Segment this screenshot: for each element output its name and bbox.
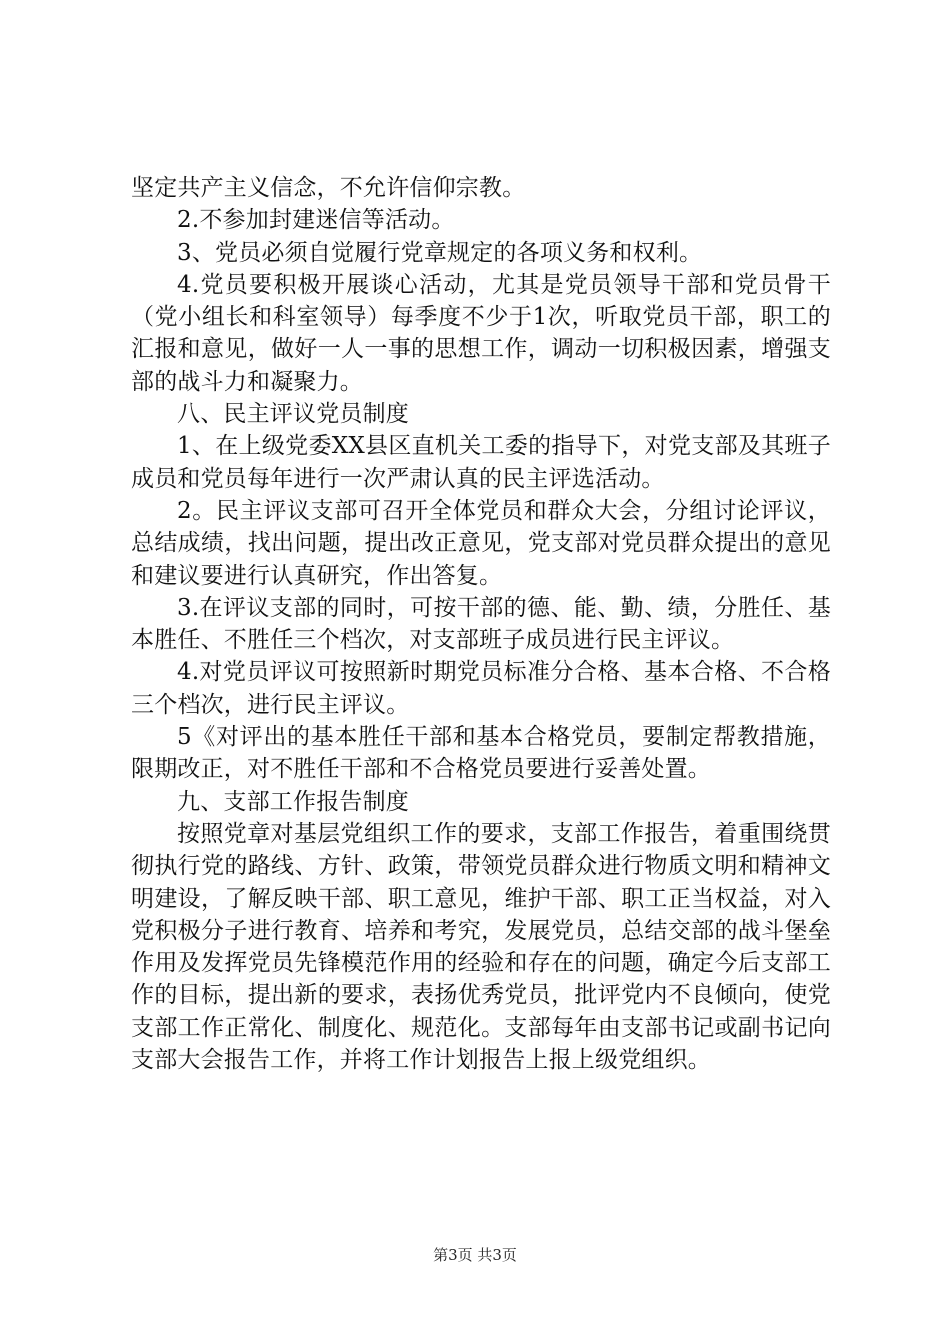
- document-body: [131, 172, 831, 1076]
- paragraph: 3、党员必须自觉履行党章规定的各项义务和权利。: [177, 239, 703, 266]
- paragraph: 坚定共产主义信念，不允许信仰宗教。: [131, 175, 526, 201]
- paragraph: 4.对党员评议可按照新时期党员标准分合格、基本合格、不合格三个档次，进行民主评议。: [131, 659, 831, 718]
- paragraph: 按照党章对基层党组织工作的要求，支部工作报告，着重围绕贯彻执行党的路线、方针、政策，带领党员群众进行物质文明和精神文明建设，了解反映干部、职工意见，维护干部、职工正当权益，对入党积极分子进行教育、培养和考究，发展党员，总结交部的战斗堡垒作用及发挥党员先锋模范作用的经验和存在的问题，确定今后支部工作的目标，提出新的要求，表扬优秀党员，批评党内不良倾向，使党支部工作正常化、制度化、规范化。支部每年由支部书记或副书记向支部大会报告工作，并将工作计划报告上报上级党组织。: [131, 820, 831, 1074]
- section-heading: 九、支部工作报告制度: [177, 788, 409, 815]
- page-number-footer: 第3页 共3页: [433, 1246, 517, 1264]
- paragraph: 1、在上级党委XX县区直机关工委的指导下，对党支部及其班子成员和党员每年进行一次严肃认真的民主评选活动。: [131, 433, 831, 492]
- section-heading: 八、民主评议党员制度: [177, 401, 409, 428]
- paragraph: 5《对评出的基本胜任干部和基本合格党员，要制定帮教措施，限期改正，对不胜任干部和不合格党员要进行妥善处置。: [131, 724, 831, 783]
- paragraph: 2.不参加封建迷信等活动。: [177, 207, 455, 234]
- paragraph: 4.党员要积极开展谈心活动，尤其是党员领导干部和党员骨干（党小组长和科室领导）每季度不少于1次，听取党员干部，职工的汇报和意见，做好一人一事的思想工作，调动一切积极因素，增强支部的战斗力和凝聚力。: [131, 271, 831, 395]
- paragraph: 3.在评议支部的同时，可按干部的德、能、勤、绩，分胜任、基本胜任、不胜任三个档次，对支部班子成员进行民主评议。: [131, 594, 831, 654]
- paragraph: 2。民主评议支部可召开全体党员和群众大会，分组讨论评议，总结成绩，找出问题，提出改正意见，党支部对党员群众提出的意见和建议要进行认真研究，作出答复。: [131, 497, 831, 589]
